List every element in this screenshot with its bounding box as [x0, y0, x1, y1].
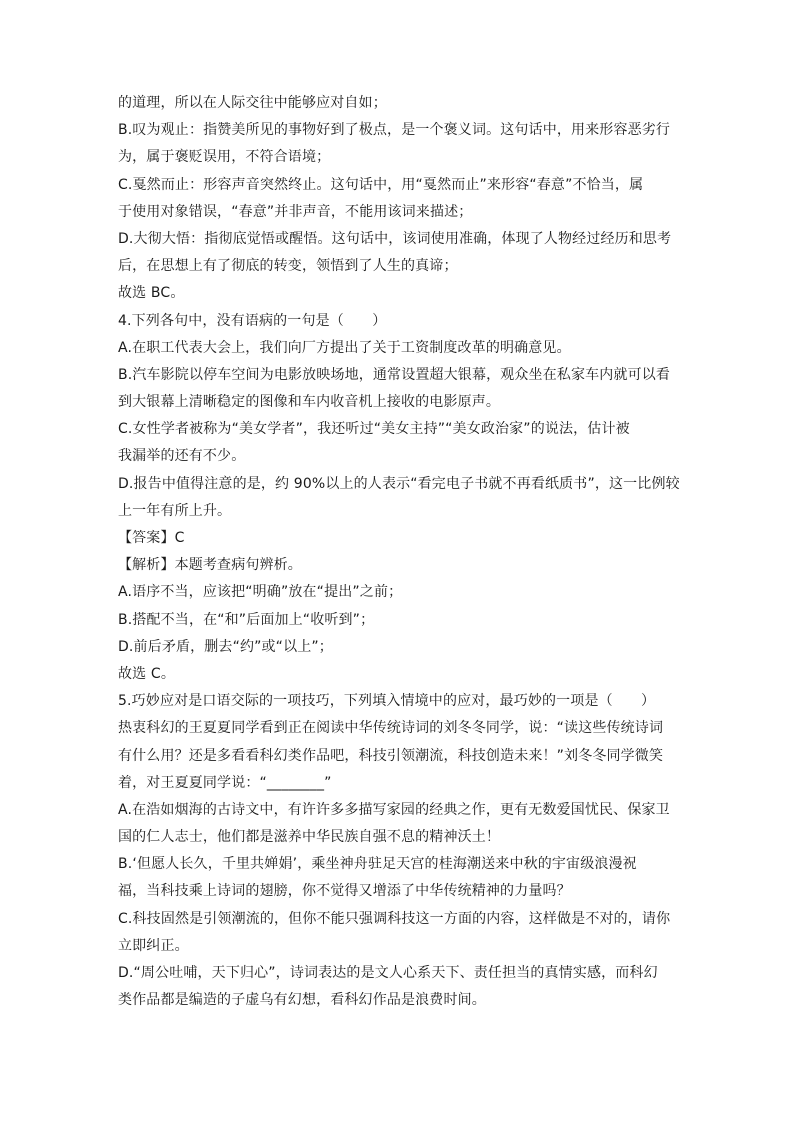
document-page: [118, 90, 678, 1014]
question-5-stem: 5.巧妙应对是口语交际的一项技巧，下列填入情境中的应对，最巧妙的一项是（ ）: [118, 693, 656, 710]
option-a: A.在职工代表大会上，我们向厂方提出了关于工资制度改革的明确意见。: [118, 339, 571, 356]
text-line: 后，在思想上有了彻底的转变，领悟到了人生的真谛；: [118, 258, 458, 275]
option-b: B.汽车影院以停车空间为电影放映场地，通常设置超大银幕，观众坐在私家车内就可以看: [118, 366, 671, 383]
text-line: 我漏举的还有不少。: [118, 448, 246, 465]
text-line: 到大银幕上清晰稳定的图像和车内收音机上接收的电影原声。: [118, 394, 501, 411]
option-a: A.在浩如烟海的古诗文中，有许许多多描写家园的经典之作，更有无数爱国忧民、保家卫: [118, 801, 670, 818]
text-line: 国的仁人志士，他们都是滋养中华民族自强不息的精神沃土！: [118, 829, 501, 846]
option-d: D.报告中值得注意的是，约 90%以上的人表示“看完电子书就不再看纸质书”，这一比例较: [118, 475, 680, 492]
text-line: 于使用对象错误，“春意”并非声音，不能用该词来描述；: [118, 203, 473, 220]
option-b: B.‘但愿人长久，千里共婵娟’，乘坐神舟驻足天宫的桂海潮送来中秋的宇宙级浪漫祝: [118, 856, 637, 873]
text-line: 的道理，所以在人际交往中能够应对自如；: [118, 95, 387, 111]
analysis-line: 【解析】本题考查病句辨析。: [118, 557, 302, 574]
text-line: 故选 C。: [118, 665, 175, 682]
text-line: 立即纠正。: [118, 937, 189, 954]
text-line: D.前后矛盾，删去“约”或“以上”；: [118, 638, 333, 655]
text-line: 福，当科技乘上诗词的翅膀，你不觉得又增添了中华传统精神的力量吗？: [118, 883, 571, 900]
option-c: C.科技固然是引领潮流的，但你不能只强调科技这一方面的内容，这样做是不对的，请你: [118, 910, 671, 927]
question-4-stem: 4.下列各句中，没有语病的一句是（ ）: [118, 312, 387, 329]
text-line: 上一年有所上升。: [118, 502, 232, 519]
answer-line: 【答案】C: [118, 530, 185, 546]
text-line: C.戛然而止：形容声音突然终止。这句话中，用“戛然而止”来形容“春意”不恰当，属: [118, 176, 644, 193]
text-line: 热衷科幻的王夏夏同学看到正在阅读中华传统诗词的刘冬冬同学，说：“读这些传统诗词: [118, 720, 664, 737]
text-line: B.叹为观止：指赞美所见的事物好到了极点，是一个褒义词。这句话中，用来形容恶劣行: [118, 122, 671, 139]
option-d: D.“周公吐哺，天下归心”，诗词表达的是文人心系天下、责任担当的真情实感，而科幻: [118, 965, 658, 981]
text-line: A.语序不当，应该把“明确”放在“提出”之前；: [118, 584, 403, 601]
text-line: 有什么用？还是多看看科幻类作品吧，科技引领潮流，科技创造未来！”刘冬冬同学微笑: [118, 747, 664, 764]
option-c: C.女性学者被称为“美女学者”，我还听过“美女主持”“美女政治家”的说法，估计被: [118, 421, 630, 438]
text-line: D.大彻大悟：指彻底觉悟或醒悟。这句话中，该词使用准确，体现了人物经过经历和思考: [118, 230, 672, 247]
text-line: 着，对王夏夏同学说：“________”: [118, 774, 332, 791]
text-line: 类作品都是编造的子虚乌有幻想，看科幻作品是浪费时间。: [118, 992, 486, 1009]
text-line: 故选 BC。: [118, 285, 185, 302]
text-line: 为，属于褒贬误用，不符合语境；: [118, 149, 331, 166]
text-line: B.搭配不当，在“和”后面加上“收听到”；: [118, 611, 375, 628]
